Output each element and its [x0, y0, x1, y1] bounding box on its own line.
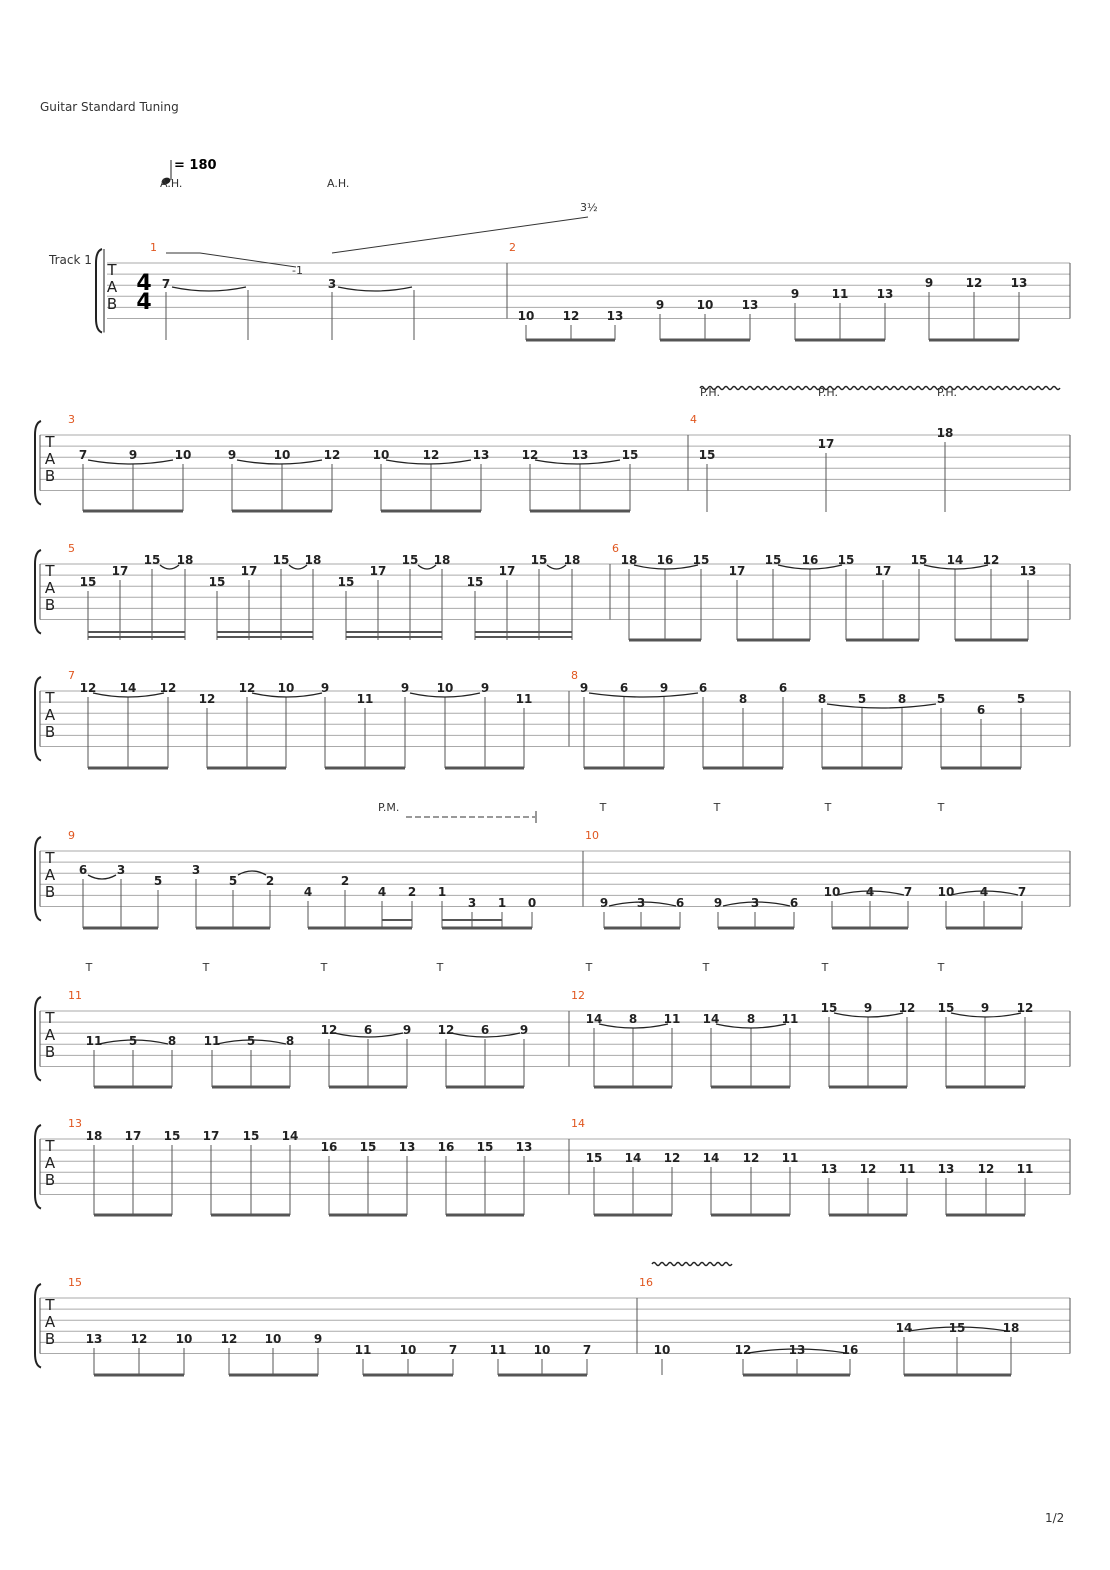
fret-number: 9 — [790, 287, 800, 301]
fret-number: 17 — [817, 437, 835, 451]
fret-number: 12 — [1016, 1001, 1034, 1015]
bar-number: 4 — [690, 413, 697, 426]
fret-number: 8 — [817, 692, 827, 706]
tap-label: T — [85, 961, 93, 974]
fret-number: 6 — [619, 681, 629, 695]
fret-number: 18 — [563, 553, 581, 567]
bar-number: 12 — [571, 989, 585, 1002]
page-number: 1/2 — [1045, 1511, 1065, 1525]
fret-number: 10 — [277, 681, 295, 695]
tap-label: T — [320, 961, 328, 974]
fret-number: 11 — [831, 287, 849, 301]
tab-clef-letter: B — [44, 883, 56, 901]
fret-number: 9 — [599, 896, 609, 910]
bar-number: 6 — [612, 542, 619, 555]
whammy-bar-line — [332, 217, 588, 253]
track-name: Track 1 — [49, 253, 92, 267]
bend-release-label: -1 — [292, 264, 303, 277]
fret-number: 16 — [656, 553, 674, 567]
fret-number: 15 — [910, 553, 928, 567]
fret-number: 12 — [323, 448, 341, 462]
tap-label: T — [824, 801, 832, 814]
fret-number: 10 — [174, 448, 192, 462]
fret-number: 9 — [659, 681, 669, 695]
tuning-label: Guitar Standard Tuning — [40, 100, 179, 114]
fret-number: 9 — [924, 276, 934, 290]
tab-clef-letter: B — [44, 1330, 56, 1348]
fret-number: 13 — [606, 309, 624, 323]
tab-clef-letter: A — [44, 706, 56, 724]
fret-number: 9 — [579, 681, 589, 695]
fret-number: 6 — [778, 681, 788, 695]
fret-number: 8 — [738, 692, 748, 706]
fret-number: 9 — [313, 1332, 323, 1346]
tab-clef-letter: B — [44, 596, 56, 614]
fret-number: 12 — [422, 448, 440, 462]
fret-number: 7 — [161, 277, 171, 291]
fret-number: 15 — [476, 1140, 494, 1154]
fret-number: 10 — [533, 1343, 551, 1357]
fret-number: 13 — [820, 1162, 838, 1176]
fret-number: 10 — [273, 448, 291, 462]
slur-tie — [172, 287, 246, 291]
fret-number: 13 — [515, 1140, 533, 1154]
bar-number: 8 — [571, 669, 578, 682]
fret-number: 15 — [143, 553, 161, 567]
bar-number: 14 — [571, 1117, 585, 1130]
fret-number: 4 — [865, 885, 875, 899]
fret-number: 1 — [437, 885, 447, 899]
tab-clef-letter: B — [44, 723, 56, 741]
fret-number: 10 — [937, 885, 955, 899]
fret-number: 6 — [363, 1023, 373, 1037]
fret-number: 12 — [320, 1023, 338, 1037]
fret-number: 11 — [203, 1034, 221, 1048]
fret-number: 13 — [741, 298, 759, 312]
fret-number: 15 — [79, 575, 97, 589]
fret-number: 18 — [304, 553, 322, 567]
fret-number: 14 — [585, 1012, 603, 1026]
fret-number: 9 — [713, 896, 723, 910]
tab-clef-letter: B — [44, 1171, 56, 1189]
fret-number: 13 — [571, 448, 589, 462]
fret-number: 10 — [823, 885, 841, 899]
fret-number: 14 — [624, 1151, 642, 1165]
fret-number: 14 — [702, 1151, 720, 1165]
fret-number: 11 — [515, 692, 533, 706]
fret-number: 9 — [480, 681, 490, 695]
fret-number: 9 — [402, 1023, 412, 1037]
tap-label: T — [202, 961, 210, 974]
fret-number: 2 — [265, 874, 275, 888]
fret-number: 6 — [976, 703, 986, 717]
tab-clef-letter: T — [45, 849, 55, 867]
vibrato-wavy-line — [700, 387, 1060, 390]
fret-number: 5 — [246, 1034, 256, 1048]
fret-number: 10 — [399, 1343, 417, 1357]
fret-number: 11 — [1016, 1162, 1034, 1176]
fret-number: 7 — [448, 1343, 458, 1357]
fret-number: 11 — [356, 692, 374, 706]
bar-number: 11 — [68, 989, 82, 1002]
fret-number: 11 — [663, 1012, 681, 1026]
fret-number: 13 — [876, 287, 894, 301]
fret-number: 15 — [621, 448, 639, 462]
fret-number: 12 — [977, 1162, 995, 1176]
fret-number: 6 — [78, 863, 88, 877]
fret-number: 9 — [128, 448, 138, 462]
fret-number: 17 — [124, 1129, 142, 1143]
fret-number: 13 — [1019, 564, 1037, 578]
fret-number: 5 — [228, 874, 238, 888]
fret-number: 3 — [327, 277, 337, 291]
fret-number: 11 — [489, 1343, 507, 1357]
fret-number: 9 — [980, 1001, 990, 1015]
fret-number: 6 — [698, 681, 708, 695]
fret-number: 12 — [238, 681, 256, 695]
fret-number: 11 — [354, 1343, 372, 1357]
tab-clef-letter: A — [44, 450, 56, 468]
bar-number: 16 — [639, 1276, 653, 1289]
fret-number: 12 — [521, 448, 539, 462]
fret-number: 12 — [220, 1332, 238, 1346]
bar-number: 9 — [68, 829, 75, 842]
fret-number: 11 — [85, 1034, 103, 1048]
fret-number: 12 — [159, 681, 177, 695]
fret-number: 15 — [208, 575, 226, 589]
fret-number: 17 — [498, 564, 516, 578]
tap-label: T — [821, 961, 829, 974]
fret-number: 3 — [750, 896, 760, 910]
fret-number: 3 — [116, 863, 126, 877]
slur-tie — [88, 875, 116, 879]
palm-mute-label: P.M. — [378, 801, 400, 814]
tab-clef-letter: T — [45, 689, 55, 707]
fret-number: 4 — [303, 885, 313, 899]
fret-number: 16 — [437, 1140, 455, 1154]
fret-number: 1 — [497, 896, 507, 910]
fret-number: 13 — [85, 1332, 103, 1346]
fret-number: 10 — [372, 448, 390, 462]
fret-number: 18 — [1002, 1321, 1020, 1335]
fret-number: 13 — [1010, 276, 1028, 290]
tap-label: T — [436, 961, 444, 974]
fret-number: 12 — [130, 1332, 148, 1346]
fret-number: 15 — [401, 553, 419, 567]
fret-number: 15 — [820, 1001, 838, 1015]
fret-number: 18 — [936, 426, 954, 440]
artificial-harmonic-label: A.H. — [160, 177, 183, 190]
fret-number: 3 — [636, 896, 646, 910]
fret-number: 15 — [163, 1129, 181, 1143]
fret-number: 15 — [698, 448, 716, 462]
fret-number: 18 — [620, 553, 638, 567]
artificial-harmonic-label: A.H. — [327, 177, 350, 190]
fret-number: 12 — [898, 1001, 916, 1015]
tab-clef-letter: A — [106, 278, 118, 296]
tap-label: T — [713, 801, 721, 814]
fret-number: 5 — [1016, 692, 1026, 706]
tab-clef-letter: A — [44, 866, 56, 884]
fret-number: 10 — [696, 298, 714, 312]
fret-number: 8 — [746, 1012, 756, 1026]
tab-clef-letter: T — [45, 562, 55, 580]
fret-number: 14 — [946, 553, 964, 567]
tab-clef-letter: A — [44, 1154, 56, 1172]
fret-number: 7 — [1017, 885, 1027, 899]
bar-number: 10 — [585, 829, 599, 842]
fret-number: 17 — [728, 564, 746, 578]
fret-number: 17 — [240, 564, 258, 578]
fret-number: 12 — [859, 1162, 877, 1176]
pinch-harmonic-label: P.H. — [937, 386, 957, 399]
bar-number: 7 — [68, 669, 75, 682]
fret-number: 8 — [897, 692, 907, 706]
fret-number: 12 — [198, 692, 216, 706]
fret-number: 12 — [663, 1151, 681, 1165]
fret-number: 8 — [628, 1012, 638, 1026]
fret-number: 18 — [433, 553, 451, 567]
bar-number: 15 — [68, 1276, 82, 1289]
tab-clef-letter: B — [44, 467, 56, 485]
fret-number: 18 — [85, 1129, 103, 1143]
fret-number: 15 — [359, 1140, 377, 1154]
fret-number: 16 — [841, 1343, 859, 1357]
time-signature-top: 4 — [136, 271, 152, 296]
tab-clef-letter: T — [107, 261, 117, 279]
fret-number: 9 — [519, 1023, 529, 1037]
fret-number: 12 — [742, 1151, 760, 1165]
fret-number: 12 — [982, 553, 1000, 567]
fret-number: 2 — [340, 874, 350, 888]
fret-number: 9 — [320, 681, 330, 695]
fret-number: 9 — [655, 298, 665, 312]
fret-number: 2 — [407, 885, 417, 899]
fret-number: 7 — [78, 448, 88, 462]
whammy-bar-line — [166, 253, 296, 267]
tap-label: T — [702, 961, 710, 974]
fret-number: 15 — [764, 553, 782, 567]
fret-number: 15 — [692, 553, 710, 567]
bar-number: 2 — [509, 241, 516, 254]
fret-number: 18 — [176, 553, 194, 567]
fret-number: 5 — [153, 874, 163, 888]
fret-number: 15 — [530, 553, 548, 567]
fret-number: 15 — [337, 575, 355, 589]
fret-number: 16 — [320, 1140, 338, 1154]
fret-number: 15 — [242, 1129, 260, 1143]
tap-label: T — [585, 961, 593, 974]
fret-number: 15 — [948, 1321, 966, 1335]
fret-number: 17 — [874, 564, 892, 578]
pinch-harmonic-label: P.H. — [818, 386, 838, 399]
fret-number: 10 — [436, 681, 454, 695]
fret-number: 10 — [264, 1332, 282, 1346]
tab-clef-letter: T — [45, 1296, 55, 1314]
fret-number: 0 — [527, 896, 537, 910]
tab-clef-letter: A — [44, 1026, 56, 1044]
bend-amount-label: 3½ — [580, 201, 598, 214]
tab-clef-letter: B — [106, 295, 118, 313]
fret-number: 15 — [585, 1151, 603, 1165]
fret-number: 17 — [369, 564, 387, 578]
fret-number: 13 — [472, 448, 490, 462]
fret-number: 5 — [936, 692, 946, 706]
fret-number: 10 — [653, 1343, 671, 1357]
bar-number: 13 — [68, 1117, 82, 1130]
fret-number: 12 — [79, 681, 97, 695]
bar-number: 1 — [150, 241, 157, 254]
fret-number: 5 — [857, 692, 867, 706]
fret-number: 6 — [675, 896, 685, 910]
time-signature-bottom: 4 — [136, 290, 152, 315]
fret-number: 9 — [227, 448, 237, 462]
fret-number: 7 — [582, 1343, 592, 1357]
slur-tie — [589, 693, 698, 697]
fret-number: 12 — [437, 1023, 455, 1037]
fret-number: 6 — [789, 896, 799, 910]
fret-number: 6 — [480, 1023, 490, 1037]
fret-number: 17 — [111, 564, 129, 578]
fret-number: 11 — [898, 1162, 916, 1176]
tab-clef-letter: T — [45, 1137, 55, 1155]
fret-number: 15 — [937, 1001, 955, 1015]
fret-number: 15 — [272, 553, 290, 567]
tab-clef-letter: T — [45, 433, 55, 451]
fret-number: 14 — [702, 1012, 720, 1026]
system-bracket — [96, 249, 102, 333]
fret-number: 8 — [285, 1034, 295, 1048]
fret-number: 15 — [466, 575, 484, 589]
tab-clef-letter: B — [44, 1043, 56, 1061]
bar-number: 5 — [68, 542, 75, 555]
fret-number: 4 — [377, 885, 387, 899]
fret-number: 3 — [191, 863, 201, 877]
fret-number: 11 — [781, 1012, 799, 1026]
fret-number: 16 — [801, 553, 819, 567]
tap-label: T — [937, 801, 945, 814]
fret-number: 3 — [467, 896, 477, 910]
fret-number: 8 — [167, 1034, 177, 1048]
fret-number: 12 — [965, 276, 983, 290]
fret-number: 12 — [562, 309, 580, 323]
fret-number: 4 — [979, 885, 989, 899]
slur-tie — [338, 287, 412, 291]
fret-number: 5 — [128, 1034, 138, 1048]
tab-clef-letter: T — [45, 1009, 55, 1027]
fret-number: 14 — [119, 681, 137, 695]
fret-number: 14 — [895, 1321, 913, 1335]
tap-label: T — [599, 801, 607, 814]
fret-number: 9 — [863, 1001, 873, 1015]
slur-tie — [827, 704, 936, 708]
fret-number: 13 — [788, 1343, 806, 1357]
tab-clef-letter: A — [44, 1313, 56, 1331]
fret-number: 7 — [903, 885, 913, 899]
fret-number: 10 — [517, 309, 535, 323]
pinch-harmonic-label: P.H. — [700, 386, 720, 399]
fret-number: 13 — [937, 1162, 955, 1176]
fret-number: 11 — [781, 1151, 799, 1165]
fret-number: 15 — [837, 553, 855, 567]
fret-number: 13 — [398, 1140, 416, 1154]
vibrato-wavy-line — [652, 1263, 732, 1266]
fret-number: 9 — [400, 681, 410, 695]
fret-number: 14 — [281, 1129, 299, 1143]
tab-clef-letter: A — [44, 579, 56, 597]
fret-number: 17 — [202, 1129, 220, 1143]
tempo-marking: = 180 — [174, 158, 217, 173]
tap-label: T — [937, 961, 945, 974]
fret-number: 12 — [734, 1343, 752, 1357]
fret-number: 10 — [175, 1332, 193, 1346]
bar-number: 3 — [68, 413, 75, 426]
